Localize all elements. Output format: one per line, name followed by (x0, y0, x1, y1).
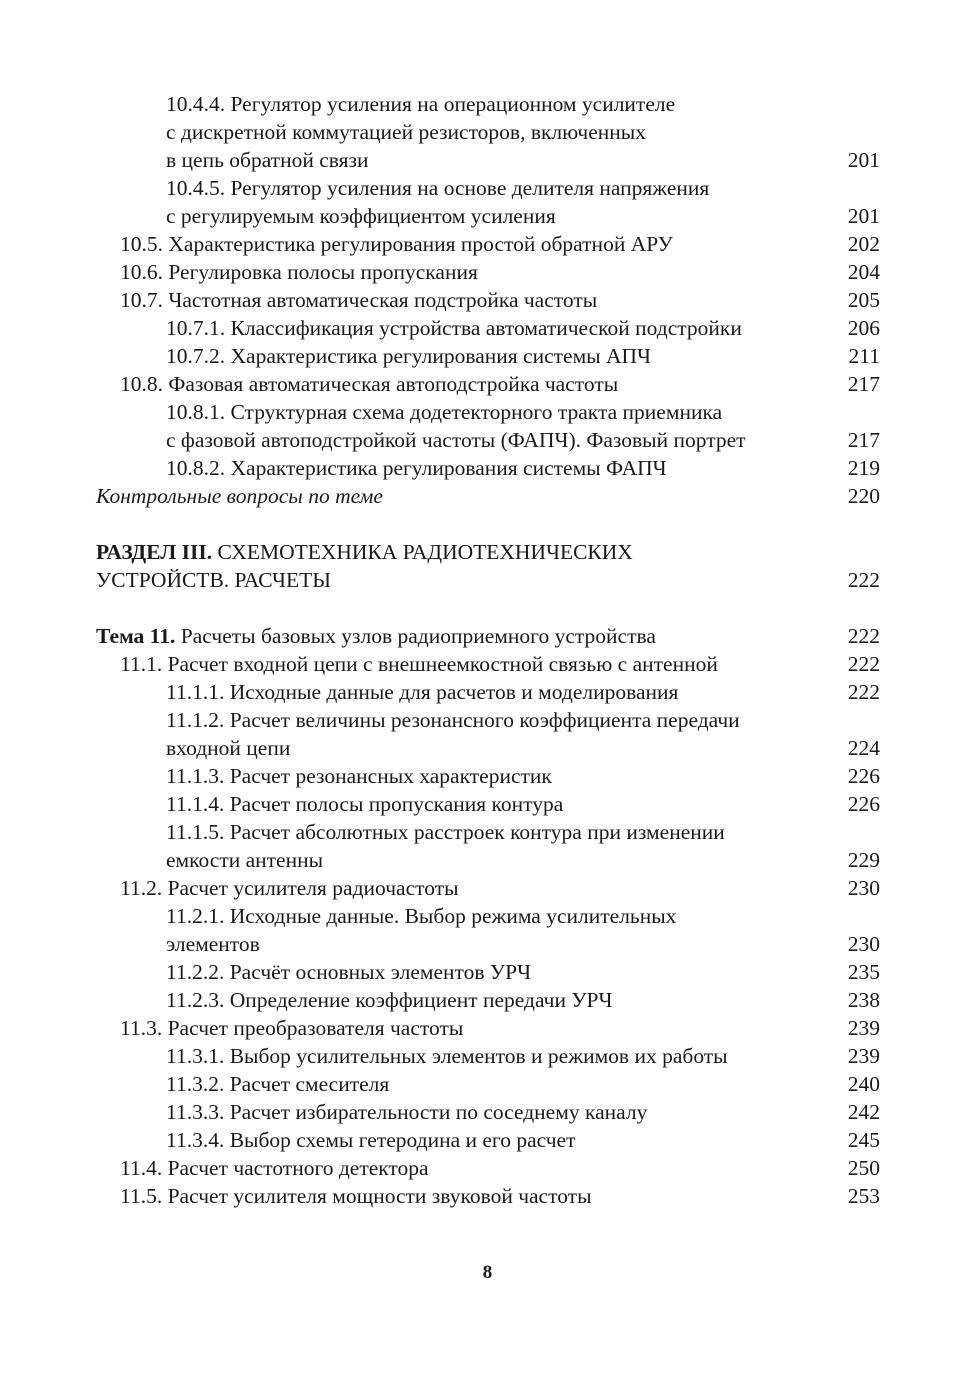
toc-entry: 10.8.1. Структурная схема додетекторного тракта приемника (166, 400, 723, 424)
toc-entry: 10.8.2. Характеристика регулирования системы ФАПЧ 219 (166, 456, 880, 480)
section-title-line1: СХЕМОТЕХНИКА РАДИОТЕХНИЧЕСКИХ (217, 540, 633, 564)
toc-entry: 11.1. Расчет входной цепи с внешнеемкостной связью с антенной 222 (120, 652, 880, 676)
toc-entry: 11.2.1. Исходные данные. Выбор режима усилительных (166, 904, 677, 928)
toc-entry: 10.4.4. Регулятор усиления на операционном усилителе (166, 92, 676, 116)
toc-entry: 10.7. Частотная автоматическая подстройка частоты 205 (120, 288, 880, 312)
toc-entry: 10.6. Регулировка полосы пропускания 204 (120, 260, 880, 284)
toc-entry: 10.8. Фазовая автоматическая автоподстройка частоты 217 (120, 372, 880, 396)
section-heading-line2: УСТРОЙСТВ. РАСЧЕТЫ 222 (96, 568, 880, 592)
toc-entry: 11.5. Расчет усилителя мощности звуковой частоты 253 (120, 1184, 880, 1208)
topic-page: 222 (847, 624, 880, 648)
toc-entry: 10.4.5. Регулятор усиления на основе делителя напряжения (166, 176, 710, 200)
section-page: 222 (847, 568, 880, 592)
toc-entry: с фазовой автоподстройкой частоты (ФАПЧ). Фазовый портрет 217 (166, 428, 880, 452)
toc-entry: входной цепи 224 (166, 736, 880, 760)
toc-entry: 11.3. Расчет преобразователя частоты 239 (120, 1016, 880, 1040)
toc-entry: в цепь обратной связи 201 (166, 148, 880, 172)
toc-entry: элементов 230 (166, 932, 880, 956)
toc-entry: 10.7.2. Характеристика регулирования системы АПЧ 211 (166, 344, 880, 368)
toc-entry: с дискретной коммутацией резисторов, включенных (166, 120, 646, 144)
toc-entry-review-questions: Контрольные вопросы по теме 220 (96, 484, 880, 508)
toc-entry: 11.2.2. Расчёт основных элементов УРЧ 235 (166, 960, 880, 984)
topic-label: Тема 11. (96, 624, 176, 648)
page-number: 8 (482, 1262, 493, 1283)
toc-entry: 10.5. Характеристика регулирования простой обратной АРУ 202 (120, 232, 880, 256)
spacer (96, 594, 880, 622)
toc-entry: с регулируемым коэффициентом усиления 201 (166, 204, 880, 228)
table-of-contents (96, 90, 880, 1210)
spacer (96, 510, 880, 538)
toc-entry: 11.1.3. Расчет резонансных характеристик 226 (166, 764, 880, 788)
toc-entry: 11.4. Расчет частотного детектора 250 (120, 1156, 880, 1180)
section-label: РАЗДЕЛ III. (96, 540, 213, 564)
toc-entry: 11.3.1. Выбор усилительных элементов и режимов их работы 239 (166, 1044, 880, 1068)
toc-entry: 11.3.2. Расчет смесителя 240 (166, 1072, 880, 1096)
toc-entry: 11.2.3. Определение коэффициент передачи УРЧ 238 (166, 988, 880, 1012)
toc-entry: 11.3.4. Выбор схемы гетеродина и его расчет 245 (166, 1128, 880, 1152)
toc-entry: 11.1.2. Расчет величины резонансного коэффициента передачи (166, 708, 740, 732)
toc-entry: 11.3.3. Расчет избирательности по соседнему каналу 242 (166, 1100, 880, 1124)
toc-entry: 11.2. Расчет усилителя радиочастоты 230 (120, 876, 880, 900)
topic-title: Расчеты базовых узлов радиоприемного устройства (180, 624, 656, 648)
toc-entry: 11.1.4. Расчет полосы пропускания контура 226 (166, 792, 880, 816)
section-heading (96, 538, 880, 566)
topic-heading (96, 622, 880, 650)
toc-entry: 11.1.5. Расчет абсолютных расстроек контура при изменении (166, 820, 725, 844)
toc-entry: 10.7.1. Классификация устройства автоматической подстройки 206 (166, 316, 880, 340)
toc-entry: емкости антенны 229 (166, 848, 880, 872)
toc-entry: 11.1.1. Исходные данные для расчетов и моделирования 222 (166, 680, 880, 704)
